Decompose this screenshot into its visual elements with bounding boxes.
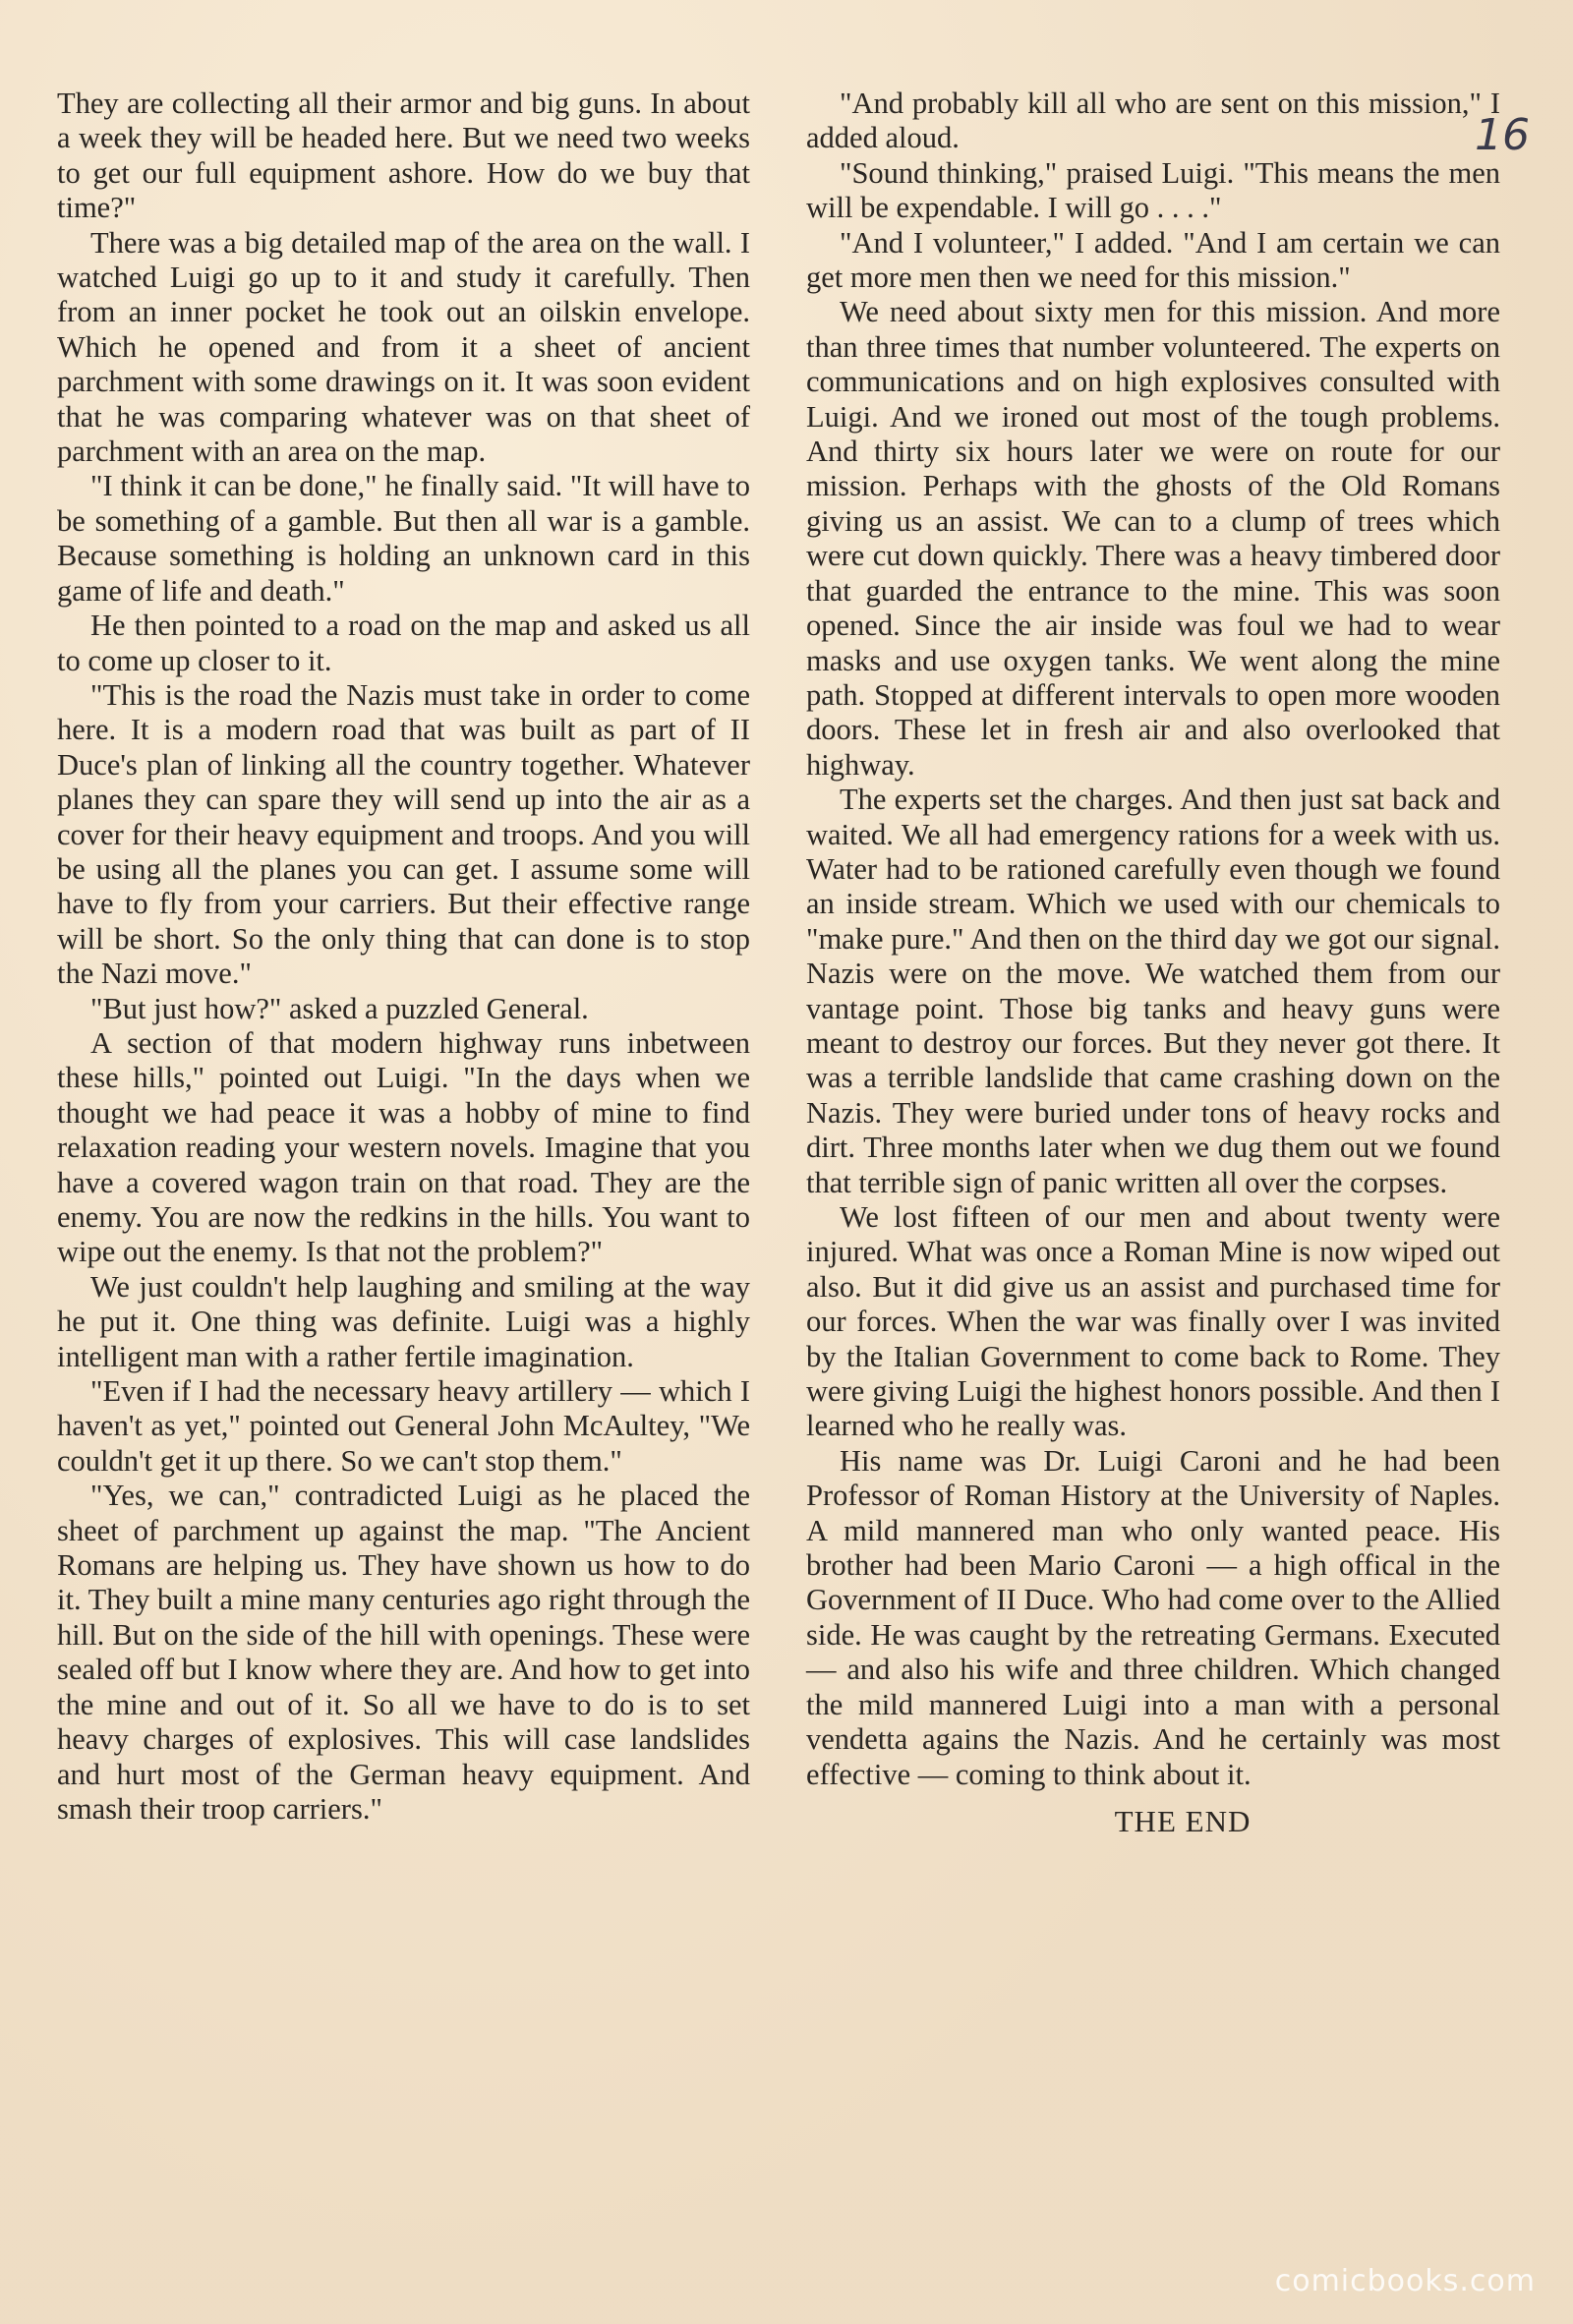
paragraph: "And I volunteer," I added. "And I am certain we can get more men then we need for this mission."	[806, 225, 1500, 295]
paragraph: They are collecting all their armor and big guns. In about a week they will be headed here. But we need two weeks to get our full equipment ashore. How do we buy that time?"	[57, 87, 750, 225]
paragraph: "Sound thinking," praised Luigi. "This means the men will be expendable. I will go . . . ."	[806, 155, 1500, 225]
right-column	[806, 87, 1500, 1838]
watermark: comicbooks.com	[1274, 2264, 1536, 2298]
paragraph: "This is the road the Nazis must take in order to come here. It is a modern road that was built as part of II Duce's plan of linking all the country together. Whatever planes they can spare they will send up into the air as a cover for their heavy equipment and troops. And you will be using all the planes you can get. I assume some will have to fly from your carriers. But their effective range will be short. So the only thing that can done is to stop the Nazi move."	[57, 677, 750, 991]
page-number: 16	[1475, 110, 1530, 160]
paragraph: "But just how?" asked a puzzled General.	[90, 991, 589, 1025]
the-end-label: THE END	[1114, 1803, 1252, 1838]
paragraph: "I think it can be done," he finally said. "It will have to be something of a gamble. But then all war is a gamble. Because something is holding an unknown card in this game of life and death."	[57, 469, 750, 608]
paragraph: There was a big detailed map of the area on the wall. I watched Luigi go up to it and study it carefully. Then from an inner pocket he took out an oilskin envelope. Which he opened and from it a sheet of ancient parchment with some drawings on it. It was soon evident that he was comparing whatever was on that sheet of parchment with an area on the map.	[57, 225, 750, 469]
paragraph: His name was Dr. Luigi Caroni and he had been Professor of Roman History at the University of Naples. A mild mannered man who only wanted peace. His brother had been Mario Caroni — a high offical in the Government of II Duce. Who had come over to the Allied side. He was caught by the retreating Germans. Executed — and also his wife and three children. Which changed the mild mannered Luigi into a man with a personal vendetta agains the Nazis. And he certainly was most effective — coming to think about it.	[806, 1443, 1500, 1791]
paragraph: He then pointed to a road on the map and asked us all to come up closer to it.	[57, 609, 750, 677]
left-column	[57, 87, 750, 1827]
paragraph: The experts set the charges. And then just sat back and waited. We all had emergency rations for a week with us. Water had to be rationed carefully even though we found an inside stream. Which we used with our chemicals to "make pure." And then on the third day we got our signal. Nazis were on the move. We watched them from our vantage point. Those big tanks and heavy guns were meant to destroy our forces. But they never got there. It was a terrible landslide that came crashing down on the Nazis. They were buried under tons of heavy rocks and dirt. Three months later when we dug them out we found that terrible sign of panic written all over the corpses.	[806, 783, 1500, 1199]
paragraph: "And probably kill all who are sent on this mission," I added aloud.	[806, 87, 1500, 155]
paragraph: We just couldn't help laughing and smiling at the way he put it. One thing was definite. Luigi was a highly intelligent man with a rather fertile imagination.	[57, 1269, 750, 1373]
paragraph: A section of that modern highway runs inbetween these hills," pointed out Luigi. "In the days when we thought we had peace it was a hobby of mine to find relaxation reading your western novels. Imagine that you have a covered wagon train on that road. They are the enemy. You are now the redkins in the hills. You want to wipe out the enemy. Is that not the problem?"	[57, 1025, 750, 1269]
paragraph: We lost fifteen of our men and about twenty were injured. What was once a Roman Mine is now wiped out also. But it did give us an assist and purchased time for our forces. When the war was finally over I was invited by the Italian Government to come back to Rome. They were giving Luigi the highest honors possible. And then I learned who he really was.	[806, 1200, 1500, 1443]
paragraph: We need about sixty men for this mission. And more than three times that number volunteered. The experts on communications and on high explosives consulted with Luigi. And we ironed out most of the tough problems. And thirty six hours later we were on route for our mission. Perhaps with the ghosts of the Old Romans giving us an assist. We can to a clump of trees which were cut down quickly. There was a heavy timbered door that guarded the entrance to the mine. This was soon opened. Since the air inside was foul we had to wear masks and use oxygen tanks. We went along the mine path. Stopped at different intervals to open more wooden doors. These let in fresh air and also overlooked that highway.	[806, 295, 1500, 782]
paragraph: "Yes, we can," contradicted Luigi as he placed the sheet of parchment up against the map. "The Ancient Romans are helping us. They have shown us how to do it. They built a mine many centuries ago right through the hill. But on the side of the hill with openings. These were sealed off but I know where they are. And how to get into the mine and out of it. So all we have to do is to set heavy charges of explosives. This will case landslides and hurt most of the German heavy equipment. And smash their troop carriers."	[57, 1479, 751, 1826]
paragraph: "Even if I had the necessary heavy artillery — which I haven't as yet," pointed out General John McAultey, "We couldn't get it up there. So we can't stop them."	[57, 1374, 750, 1478]
